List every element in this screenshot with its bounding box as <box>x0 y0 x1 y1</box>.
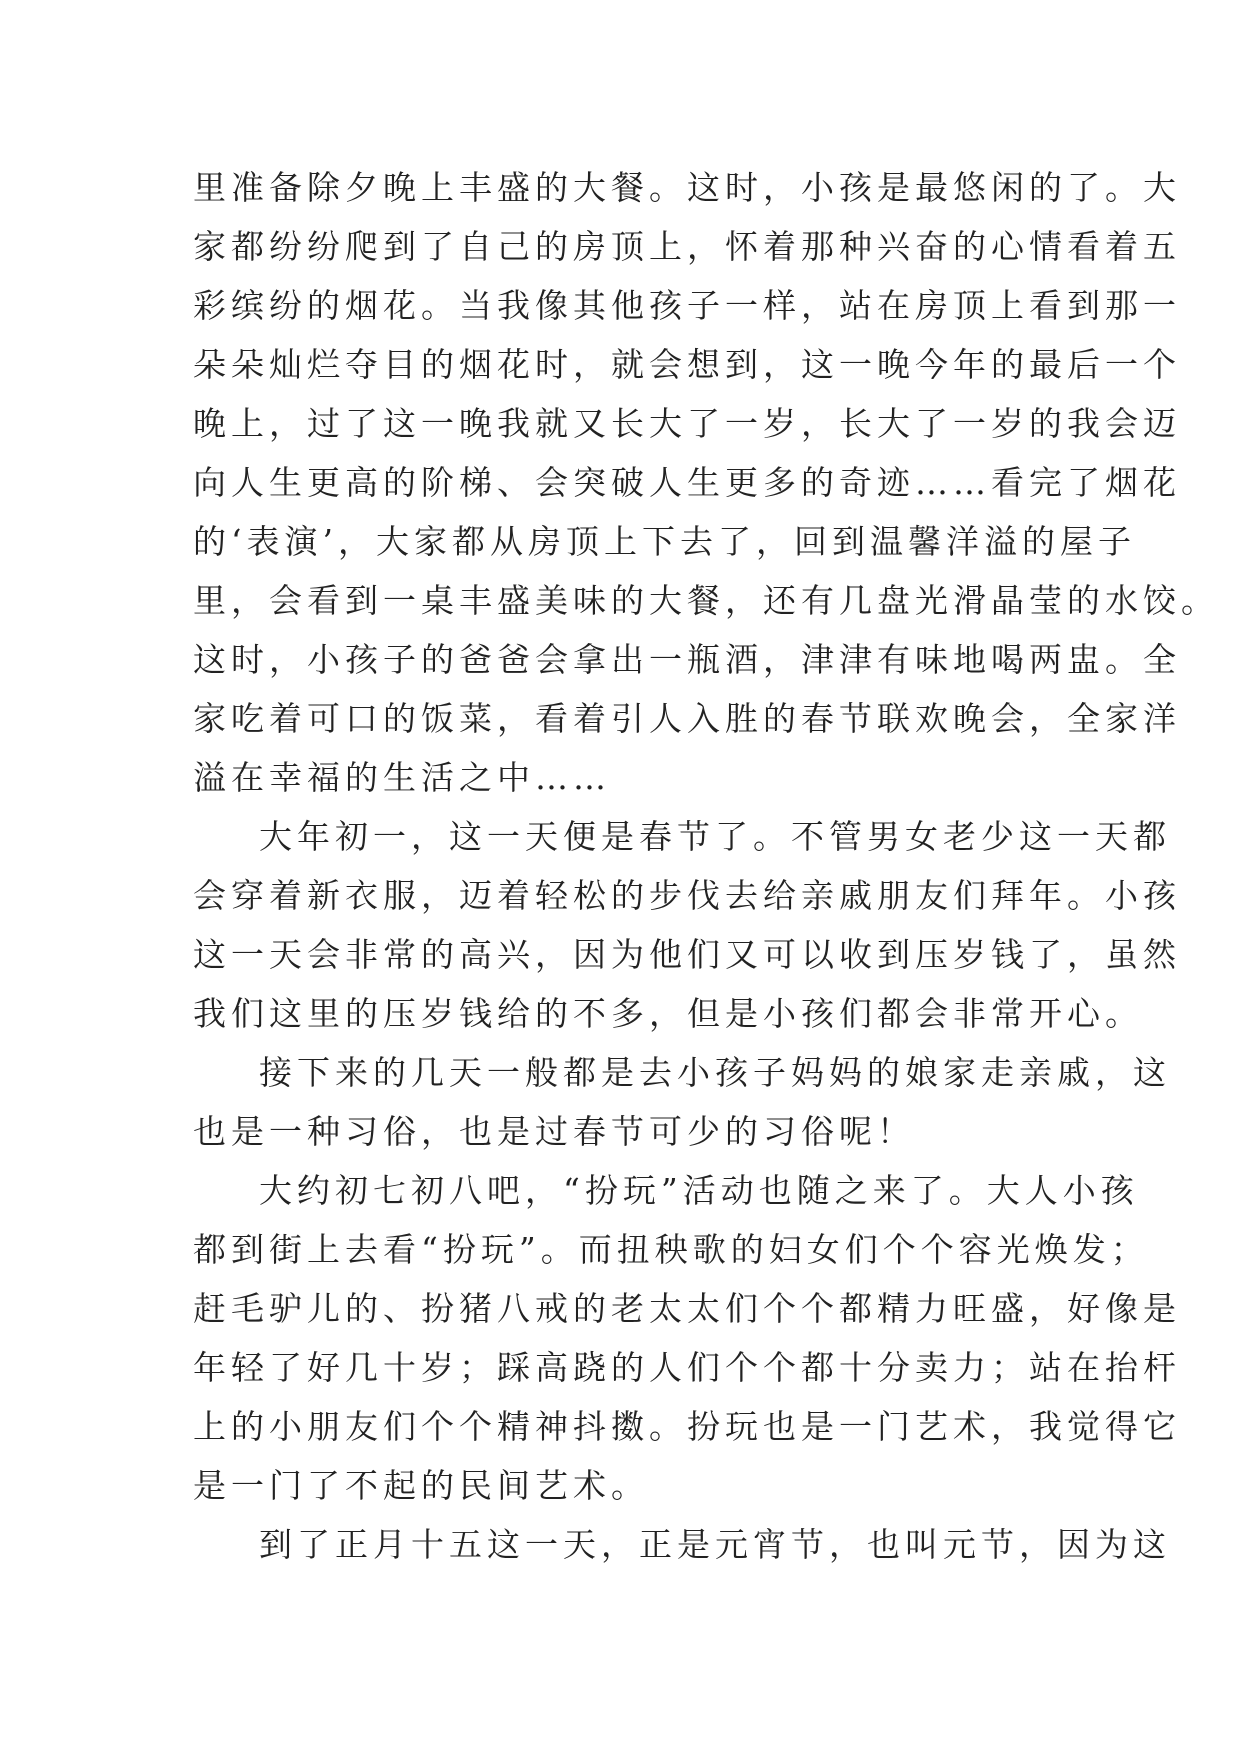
text-line: 上的小朋友们个个精神抖擞。扮玩也是一门艺术，我觉得它 <box>193 1407 1181 1446</box>
text-line: 里，会看到一桌丰盛美味的大餐，还有几盘光滑晶莹的水饺。 <box>193 581 1219 620</box>
text-line: 都到街上去看“扮玩”。而扭秧歌的妇女们个个容光焕发； <box>193 1230 1149 1269</box>
body-text <box>193 158 1219 1574</box>
text-line: 这一天会非常的高兴，因为他们又可以收到压岁钱了，虽然 <box>193 935 1181 974</box>
text-line: 接下来的几天一般都是去小孩子妈妈的娘家走亲戚，这 <box>259 1053 1171 1092</box>
text-line: 大年初一，这一天便是春节了。不管男女老少这一天都 <box>259 817 1171 856</box>
text-line: 晚上，过了这一晚我就又长大了一岁，长大了一岁的我会迈 <box>193 404 1181 443</box>
text-line: 朵朵灿烂夺目的烟花时，就会想到，这一晚今年的最后一个 <box>193 345 1181 384</box>
text-line: 赶毛驴儿的、扮猪八戒的老太太们个个都精力旺盛，好像是 <box>193 1289 1181 1328</box>
text-line: 溢在幸福的生活之中…… <box>193 758 611 797</box>
text-line: 彩缤纷的烟花。当我像其他孩子一样，站在房顶上看到那一 <box>193 286 1181 325</box>
text-line: 家吃着可口的饭菜，看着引人入胜的春节联欢晚会，全家洋 <box>193 699 1181 738</box>
text-line: 家都纷纷爬到了自己的房顶上，怀着那种兴奋的心情看着五 <box>193 227 1181 266</box>
text-line: 是一门了不起的民间艺术。 <box>193 1466 649 1505</box>
text-line: 里准备除夕晚上丰盛的大餐。这时，小孩是最悠闲的了。大 <box>193 168 1181 207</box>
text-line: 这时，小孩子的爸爸会拿出一瓶酒，津津有味地喝两盅。全 <box>193 640 1181 679</box>
text-line: 的‘表演’，大家都从房顶上下去了，回到温馨洋溢的屋子 <box>193 522 1136 561</box>
text-line: 到了正月十五这一天，正是元宵节，也叫元节，因为这 <box>259 1525 1171 1564</box>
text-line: 大约初七初八吧，“扮玩”活动也随之来了。大人小孩 <box>259 1171 1139 1210</box>
text-line: 年轻了好几十岁；踩高跷的人们个个都十分卖力；站在抬杆 <box>193 1348 1181 1387</box>
text-line: 我们这里的压岁钱给的不多，但是小孩们都会非常开心。 <box>193 994 1143 1033</box>
text-line: 也是一种习俗，也是过春节可少的习俗呢！ <box>193 1112 915 1151</box>
text-line: 会穿着新衣服，迈着轻松的步伐去给亲戚朋友们拜年。小孩 <box>193 876 1181 915</box>
text-line: 向人生更高的阶梯、会突破人生更多的奇迹……看完了烟花 <box>193 463 1181 502</box>
